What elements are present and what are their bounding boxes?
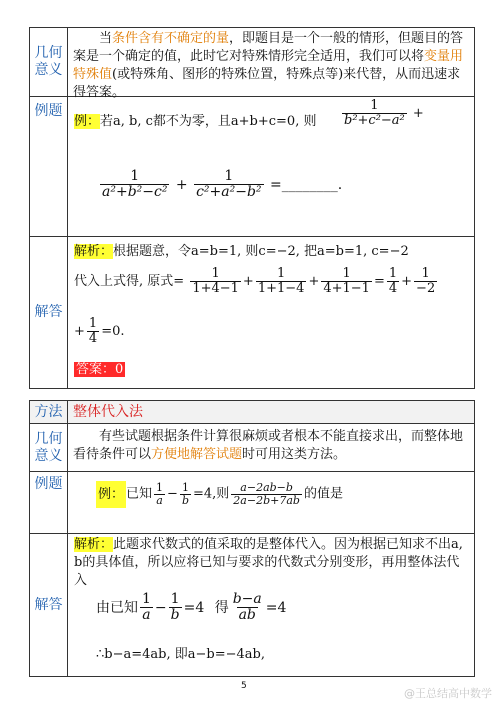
- ex2-frac-3: $\frac{a-2ab-b}{2a-2b+7ab}$: [233, 481, 300, 508]
- solution-content: 解析：根据题意，令a=b=1, 则c=−2, 把a=b=1, c=−2 代入上式得, 原式= $\frac{1}{1+4-1}$ + $\frac{1}{1+1-4}$ + $\frac{1}{4+1-1}$ = $\frac{1}{4}$ + $\frac{1}{-2}$ + $\frac{1}{4}$ =0. 答案：0: [74, 244, 436, 377]
- fraction-a: $\frac{1}{\text{a²+b²−c²}}$: [102, 168, 168, 201]
- solution-content-2: 解析：此题求代数式的值采取的是整体代入。因为根据已知求不出a, b的具体值，所以应将已知与要求的代数式分别变形，再用整体法代入 由已知 $\frac{1}{a}$ − $\frac{1}{b}$ =4 得 $\frac{b-a}{ab}$ =4 ∴b−a=4ab, 即a−b=−4ab,: [74, 537, 463, 662]
- row-meaning: [30, 28, 474, 100]
- row-example: [30, 97, 474, 237]
- sol2-frac-1: $\frac{1}{a}$: [142, 591, 151, 624]
- sol-frac-2: $\frac{1}{1+1-4}$: [257, 266, 305, 297]
- label-solution: 解答: [30, 237, 68, 388]
- example-content-2: 例： 已知 $\frac{1}{a}$ − $\frac{1}{b}$ =4,则 $\frac{a-2ab-b}{2a-2b+7ab}$ 的值是: [98, 481, 343, 508]
- answer-tag: 答案：0: [76, 362, 124, 377]
- label-meaning-2: 几何 意义: [30, 424, 68, 471]
- label-solution-2: 解答: [30, 534, 68, 676]
- example-text: 若a, b, c都不为零，且a+b+c=0, 则: [100, 114, 317, 129]
- row-example-2: [30, 472, 474, 534]
- watermark: @王总结高中数学: [404, 687, 492, 700]
- fraction-top: $\frac{1}{\text{b²+c²−a²}}$: [344, 98, 405, 129]
- meaning-text: 当条件含有不确定的量，即题目是一个一般的情形，但题目的答案是一个确定的值，此时它对特殊情形完全适用，我们可以将变量用特殊值(或特殊角、图形的特殊位置，特殊点等)来代替，从而迅速求得答案。: [73, 31, 464, 100]
- label-method: 方法: [30, 401, 68, 423]
- example-content: 例：若a, b, c都不为零，且a+b+c=0, 则 $\frac{1}{\text{b²+c²−a²}}$ + $\frac{1}{\text{a²+b²−c²}}$ + $\frac{1}{\text{c²+a²−b²}}$ =________.: [74, 98, 424, 201]
- sol-frac-5: $\frac{1}{-2}$: [416, 266, 436, 297]
- ex2-frac-2: $\frac{1}{b}$: [181, 481, 189, 508]
- sol-frac-4: $\frac{1}{4}$: [388, 266, 398, 297]
- fraction-b: $\frac{1}{\text{c²+a²−b²}}$: [196, 168, 262, 201]
- example-tag: 例：: [74, 114, 101, 129]
- ex2-frac-1: $\frac{1}{a}$: [156, 481, 164, 508]
- label-example-2: 例题: [30, 472, 68, 533]
- sol2-frac-3: $\frac{b-a}{ab}$: [232, 591, 262, 624]
- sol-frac-6: $\frac{1}{4}$: [88, 316, 98, 347]
- method-title: 整体代入法: [73, 404, 143, 420]
- label-example: 例题: [30, 97, 68, 236]
- meaning-text-2: 有些试题根据条件计算很麻烦或者根本不能直接求出，而整体地看待条件可以方便地解答试题时可用这类方法。: [73, 429, 464, 462]
- row-method: [30, 401, 474, 424]
- row-solution: [30, 237, 474, 388]
- table-special-value: [29, 27, 475, 389]
- equals-blank: =________.: [270, 176, 343, 193]
- row-solution-2: [30, 534, 474, 676]
- table-whole-substitution: [29, 400, 475, 677]
- label-meaning: 几何 意义: [30, 28, 68, 96]
- sol-frac-1: $\frac{1}{1+4-1}$: [192, 266, 239, 297]
- sol2-frac-2: $\frac{1}{b}$: [170, 591, 180, 624]
- page-number: 5: [241, 681, 247, 691]
- row-meaning-2: [30, 424, 474, 472]
- solution-tag: 解析：: [74, 244, 114, 259]
- sol-frac-3: $\frac{1}{4+1-1}$: [323, 266, 370, 297]
